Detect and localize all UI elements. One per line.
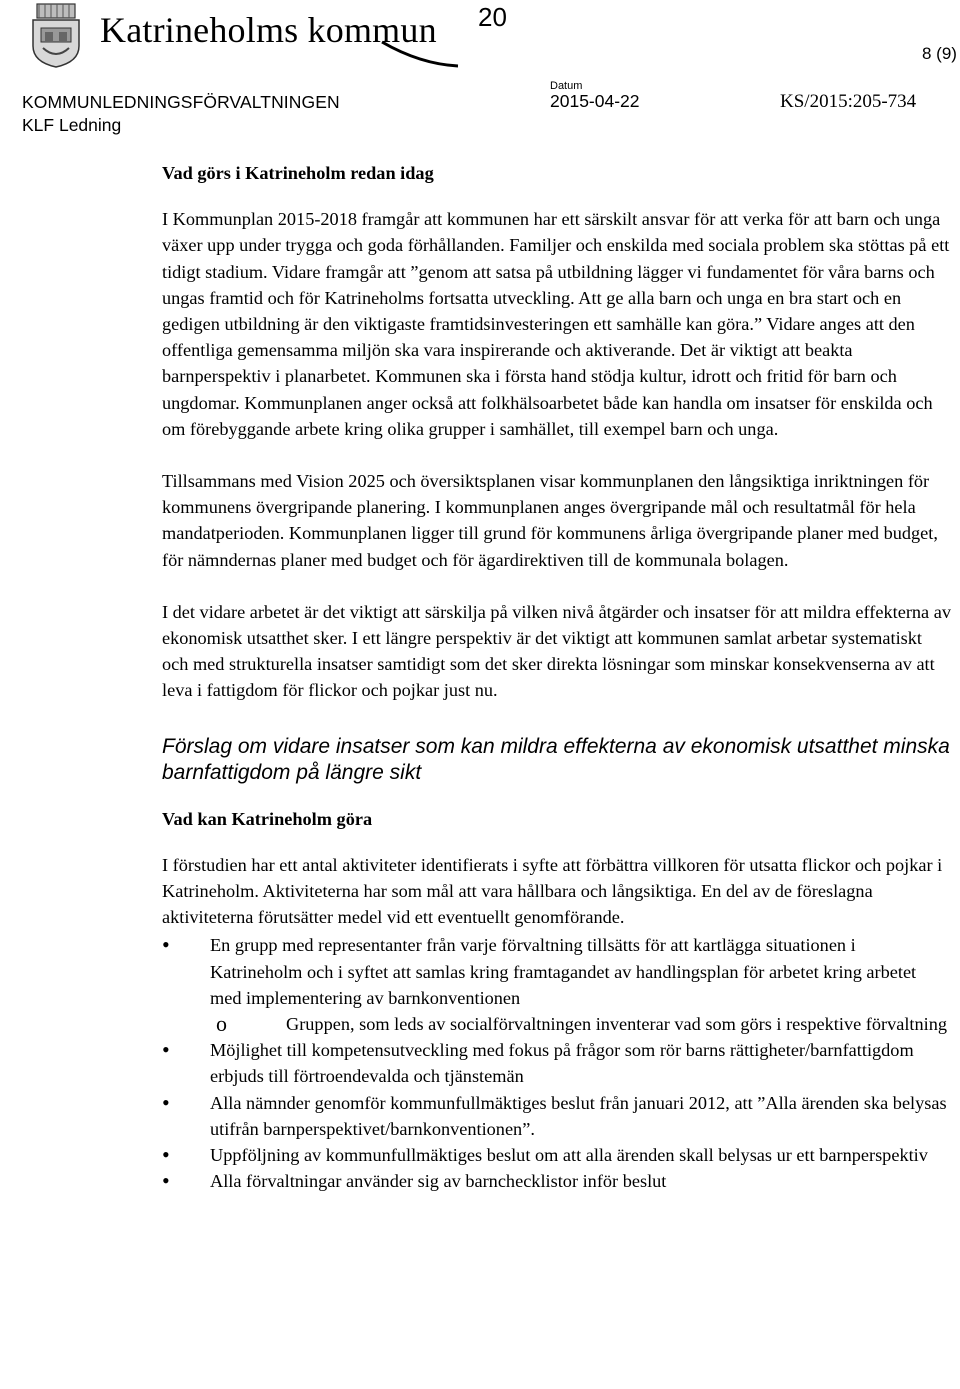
list-item: • Uppföljning av kommunfullmäktiges beslut om att alla ärenden skall belysas ur ett barnperspektiv xyxy=(162,1142,952,1168)
list-item: o Gruppen, som leds av socialförvaltningen inventerar vad som görs i respektive förvaltning xyxy=(210,1011,952,1037)
subsection-heading: Förslag om vidare insatser som kan mildra effekterna av ekonomisk utsatthet minska barnfattigdom på längre sikt xyxy=(162,734,950,784)
department-name: KLF Ledning xyxy=(22,115,122,135)
paragraph: I Kommunplan 2015-2018 framgår att kommunen har ett särskilt ansvar för att verka för att barn och unga växer upp under trygga och goda förhållanden. Familjer och enskilda med sociala problem ska stöttas på ett tidigt stadium. Vidare framgår att ”genom att satsa på utbildning lägger vi fundamentet för våra barns och ungas framtid och för Katrineholms fortsatta utveckling. Att ge alla barn och unga en bra start och en gedigen utbildning är den viktigaste framtidsinvesteringen ett samhälle kan göra.” Vidare anges att den offentliga gemensamma miljön ska vara inspirerande och aktiverande. Det är viktigt att beakta barnperspektiv i planarbetet. Kommunen ska i första hand stödja kultur, idrott och fritid för barn och ungdomar. Kommunplanen anger också att folkhälsoarbetet både kan handla om insatser för enskilda och om förebyggande arbete kring olika grupper i samhället, till exempel barn och unga. xyxy=(162,209,950,439)
sub-bullet-list xyxy=(210,1011,952,1037)
page-count: 8 (9) xyxy=(922,44,957,63)
list-item: • Alla förvaltningar använder sig av barnchecklistor inför beslut xyxy=(162,1168,952,1194)
logo-swoosh-icon xyxy=(380,38,460,68)
list-item: • Möjlighet till kompetensutveckling med fokus på frågor som rör barns rättigheter/barnfattigdom erbjuds till förtroendevalda och tjänstemän xyxy=(162,1037,952,1089)
paragraph: Tillsammans med Vision 2025 och översiktsplanen visar kommunplanen den långsiktiga inriktningen för kommunens övergripande planering. I kommunplanen anges övergripande mål och resultatmål för hela mandatperioden. Kommunplanen ligger till grund för kommunens årliga övergripande planer med budget, för nämndernas planer med budget och för ägardirektiven till de kommunala bolagen. xyxy=(162,471,938,570)
section-heading: Vad görs i Katrineholm redan idag xyxy=(162,163,434,183)
paragraph: I förstudien har ett antal aktiviteter identifierats i syfte att förbättra villkoren för utsatta flickor och pojkar i Katrineholm. Aktiviteterna har som mål att vara hållbara och långsiktiga. En del av de föreslagna aktiviteterna förutsätter medel vid ett eventuellt genomförande. xyxy=(162,854,943,928)
list-item: • En grupp med representanter från varje förvaltning tillsätts för att kartlägga situationen i Katrineholm och i syftet att samlas kring framtagandet av handlingsplan för arbetet kring arbetet med implementering av barnkonventionen o Gruppen, som leds av socialförvaltningen inventerar vad som görs i respektive förvaltning xyxy=(162,932,952,1037)
document-body xyxy=(162,160,952,1195)
municipal-crest-icon xyxy=(31,2,81,68)
page-number-large: 20 xyxy=(478,2,507,32)
date-label: Datum xyxy=(550,80,583,92)
paragraph: I det vidare arbetet är det viktigt att särskilja på vilken nivå åtgärder och insatser för att mildra effekterna av ekonomisk utsatthet sker. I ett längre perspektiv är det viktigt att kommunen samlat arbetar systematiskt och med strukturella insatser samtidigt som det sker direkta lösningar som minskar konsekvenserna av att leva i fattigdom för flickor och pojkar just nu. xyxy=(162,601,951,701)
organization-name: KOMMUNLEDNINGSFÖRVALTNINGEN xyxy=(22,92,340,112)
list-item: • Alla nämnder genomför kommunfullmäktiges beslut från januari 2012, att ”Alla ärenden ska belysas utifrån barnperspektivet/barnkonventionen”. xyxy=(162,1090,952,1142)
bullet-list xyxy=(162,932,952,1194)
diary-number: KS/2015:205-734 xyxy=(780,91,917,112)
section-heading: Vad kan Katrineholm göra xyxy=(162,808,373,829)
document-date: 2015-04-22 xyxy=(550,91,640,111)
logo-wordmark: Katrineholms kommun xyxy=(100,10,437,50)
